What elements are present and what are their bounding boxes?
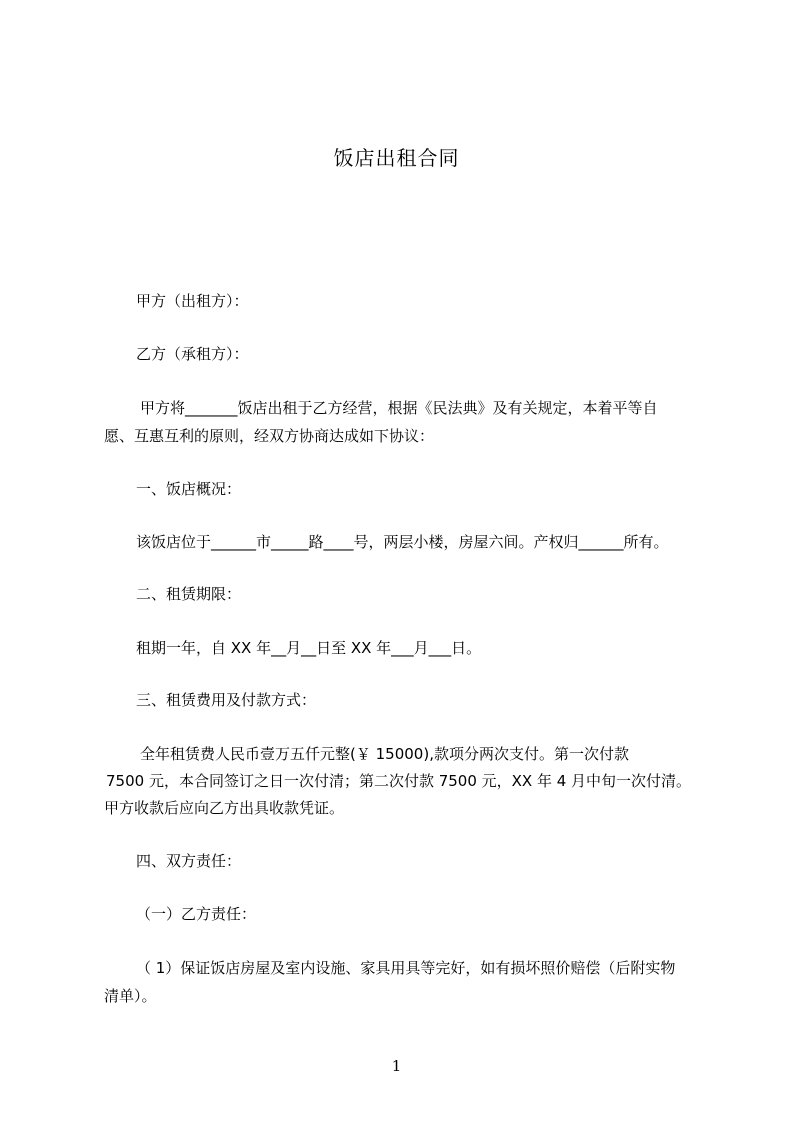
document-title: 饭店出租合同	[333, 146, 460, 170]
lease-term-line: 租期一年，自 XX 年__月__日至 XX 年___月___日。	[136, 639, 482, 657]
payment-paragraph-line-3: 甲方收款后应向乙方出具收款凭证。	[104, 799, 345, 817]
restaurant-overview-line: 该饭店位于______市_____路____号，两层小楼，房屋六间。产权归______所有。	[136, 533, 669, 551]
section-one-heading: 一、饭店概况：	[136, 480, 242, 498]
payment-paragraph-line-1: 全年租赁费人民币壹万五仟元整(￥ 15000),款项分两次支付。第一次付款	[140, 745, 629, 763]
payment-paragraph-line-2: 7500 元，本合同签订之日一次付清；第二次付款 7500 元，XX 年 4 月中旬一次付清。	[106, 772, 692, 790]
section-two-heading: 二、租赁期限：	[136, 585, 242, 603]
agreement-paragraph-line-1: 甲方将_______饭店出租于乙方经营，根据《民法典》及有关规定，本着平等自	[140, 399, 658, 417]
responsibility-item-1-line-2: 清单）。	[104, 987, 157, 1005]
party-b-line: 乙方（承租方）：	[136, 345, 249, 363]
agreement-paragraph-line-2: 愿、互惠互利的原则，经双方协商达成如下协议：	[104, 427, 435, 445]
party-a-line: 甲方（出租方）：	[136, 292, 249, 310]
section-four-heading: 四、双方责任：	[136, 852, 242, 870]
page-number: 1	[391, 1057, 402, 1075]
responsibility-item-1-line-1: （ 1）保证饭店房屋及室内设施、家具用具等完好，如有损坏照价赔偿（后附实物	[136, 959, 676, 977]
section-three-heading: 三、租赁费用及付款方式：	[136, 691, 317, 709]
party-b-responsibilities-heading: （一）乙方责任：	[136, 905, 257, 923]
